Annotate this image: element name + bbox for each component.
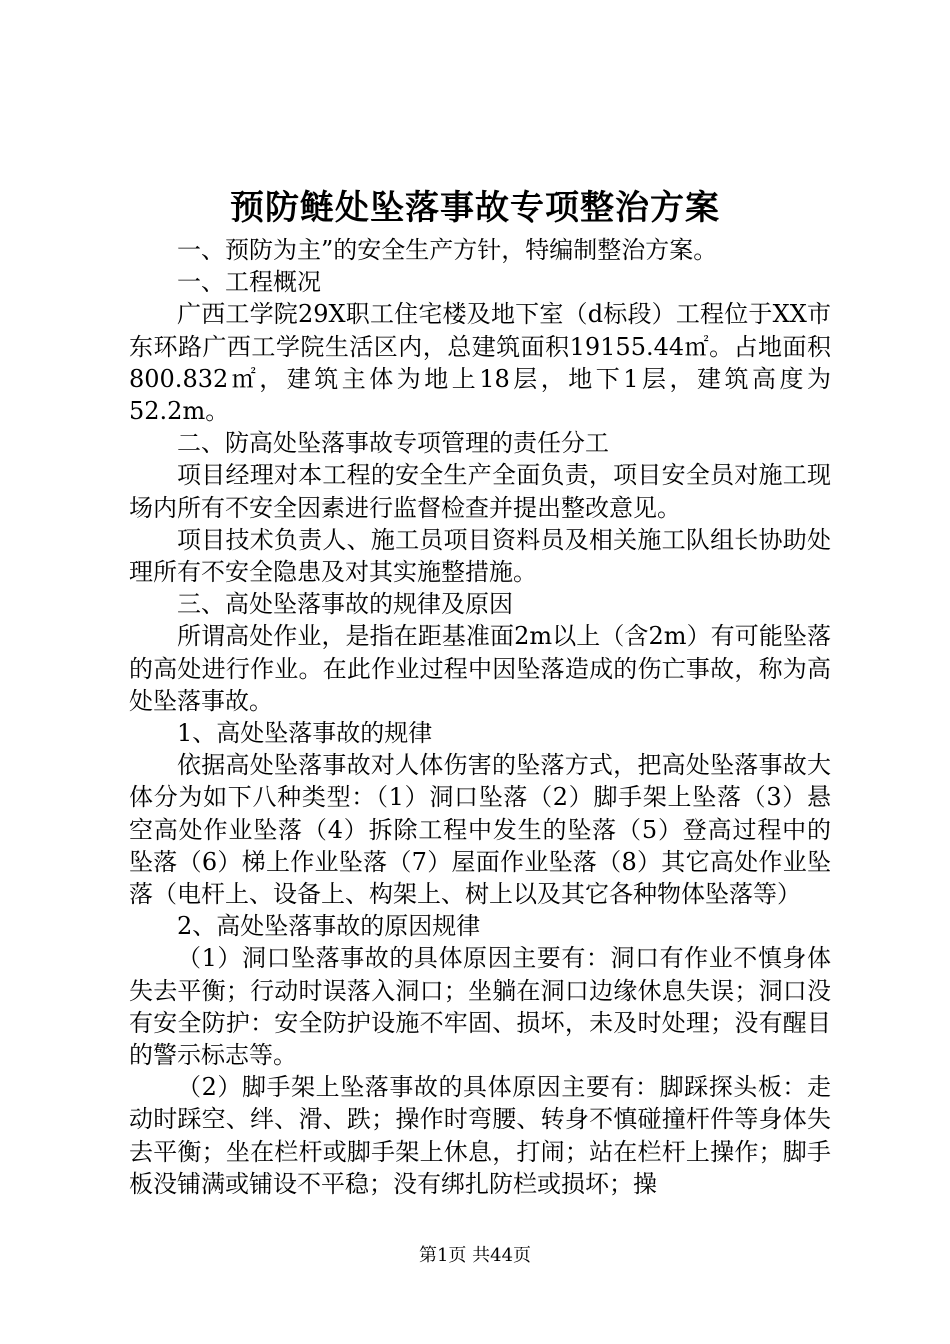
document-title: 预防鲢处坠落事故专项整治方案 [230,188,720,228]
document-body [129,234,831,1200]
paragraph-cause-2: （2）脚手架上坠落事故的具体原因主要有：脚踩探头板：走动时踩空、绊、滑、跌；操作时弯腰、转身不慎碰撞杆件等身体失去平衡；坐在栏杆或脚手架上休息，打闹；站在栏杆上操作；脚手板没铺满或铺设不平稳；没有绑扎防栏或损坏；操 [129,1073,831,1198]
paragraph-responsibility-2: 项目技术负责人、施工员项目资料员及相关施工队组长协助处理所有不安全隐患及对其实施整措施。 [129,525,831,587]
subheading-cause-patterns: 2、高处坠落事故的原因规律 [177,912,481,941]
paragraph-responsibility-1: 项目经理对本工程的安全生产全面负责，项目安全员对施工现场内所有不安全因素进行监督检查并提出整改意见。 [129,461,831,522]
subheading-patterns: 1、高处坠落事故的规律 [177,719,433,748]
paragraph-patterns: 依据高处坠落事故对人体伤害的坠落方式，把高处坠落事故大体分为如下八种类型：（1）洞口坠落（2）脚手架上坠落（3）悬空高处作业坠落（4）拆除工程中发生的坠落（5）登高过程中的坠落（6）梯上作业坠落（7）屋面作业坠落（8）其它高处作业坠落（电杆上、设备上、构架上、树上以及其它各种物体坠落等） [129,751,831,909]
paragraph-project-overview: 广西工学院29X职工住宅楼及地下室（d标段）工程位于XX市东环路广西工学院生活区内，总建筑面积19155.44㎡。占地面积800.832㎡，建筑主体为地上18层，地下1层，建筑高度为52.2m。 [129,300,831,426]
heading-causes: 三、高处坠落事故的规律及原因 [177,590,513,619]
heading-responsibility: 二、防高处坠落事故专项管理的责任分工 [177,429,609,458]
paragraph-cause-1: （1）洞口坠落事故的具体原因主要有：洞口有作业不慎身体失去平衡；行动时误落入洞口；坐躺在洞口边缘休息失误；洞口没有安全防护：安全防护设施不牢固、损坏，未及时处理；没有醒目的警示标志等。 [129,944,831,1070]
paragraph-intro: 一、预防为主”的安全生产方针，特编制整治方案。 [177,236,718,264]
paragraph-definition: 所谓高处作业，是指在距基准面2m以上（含2m）有可能坠落的高处进行作业。在此作业过程中因坠落造成的伤亡事故，称为高处坠落事故。 [129,622,831,715]
heading-project-overview: 一、工程概况 [177,268,321,297]
page-footer: 第1页 共44页 [418,1245,532,1266]
